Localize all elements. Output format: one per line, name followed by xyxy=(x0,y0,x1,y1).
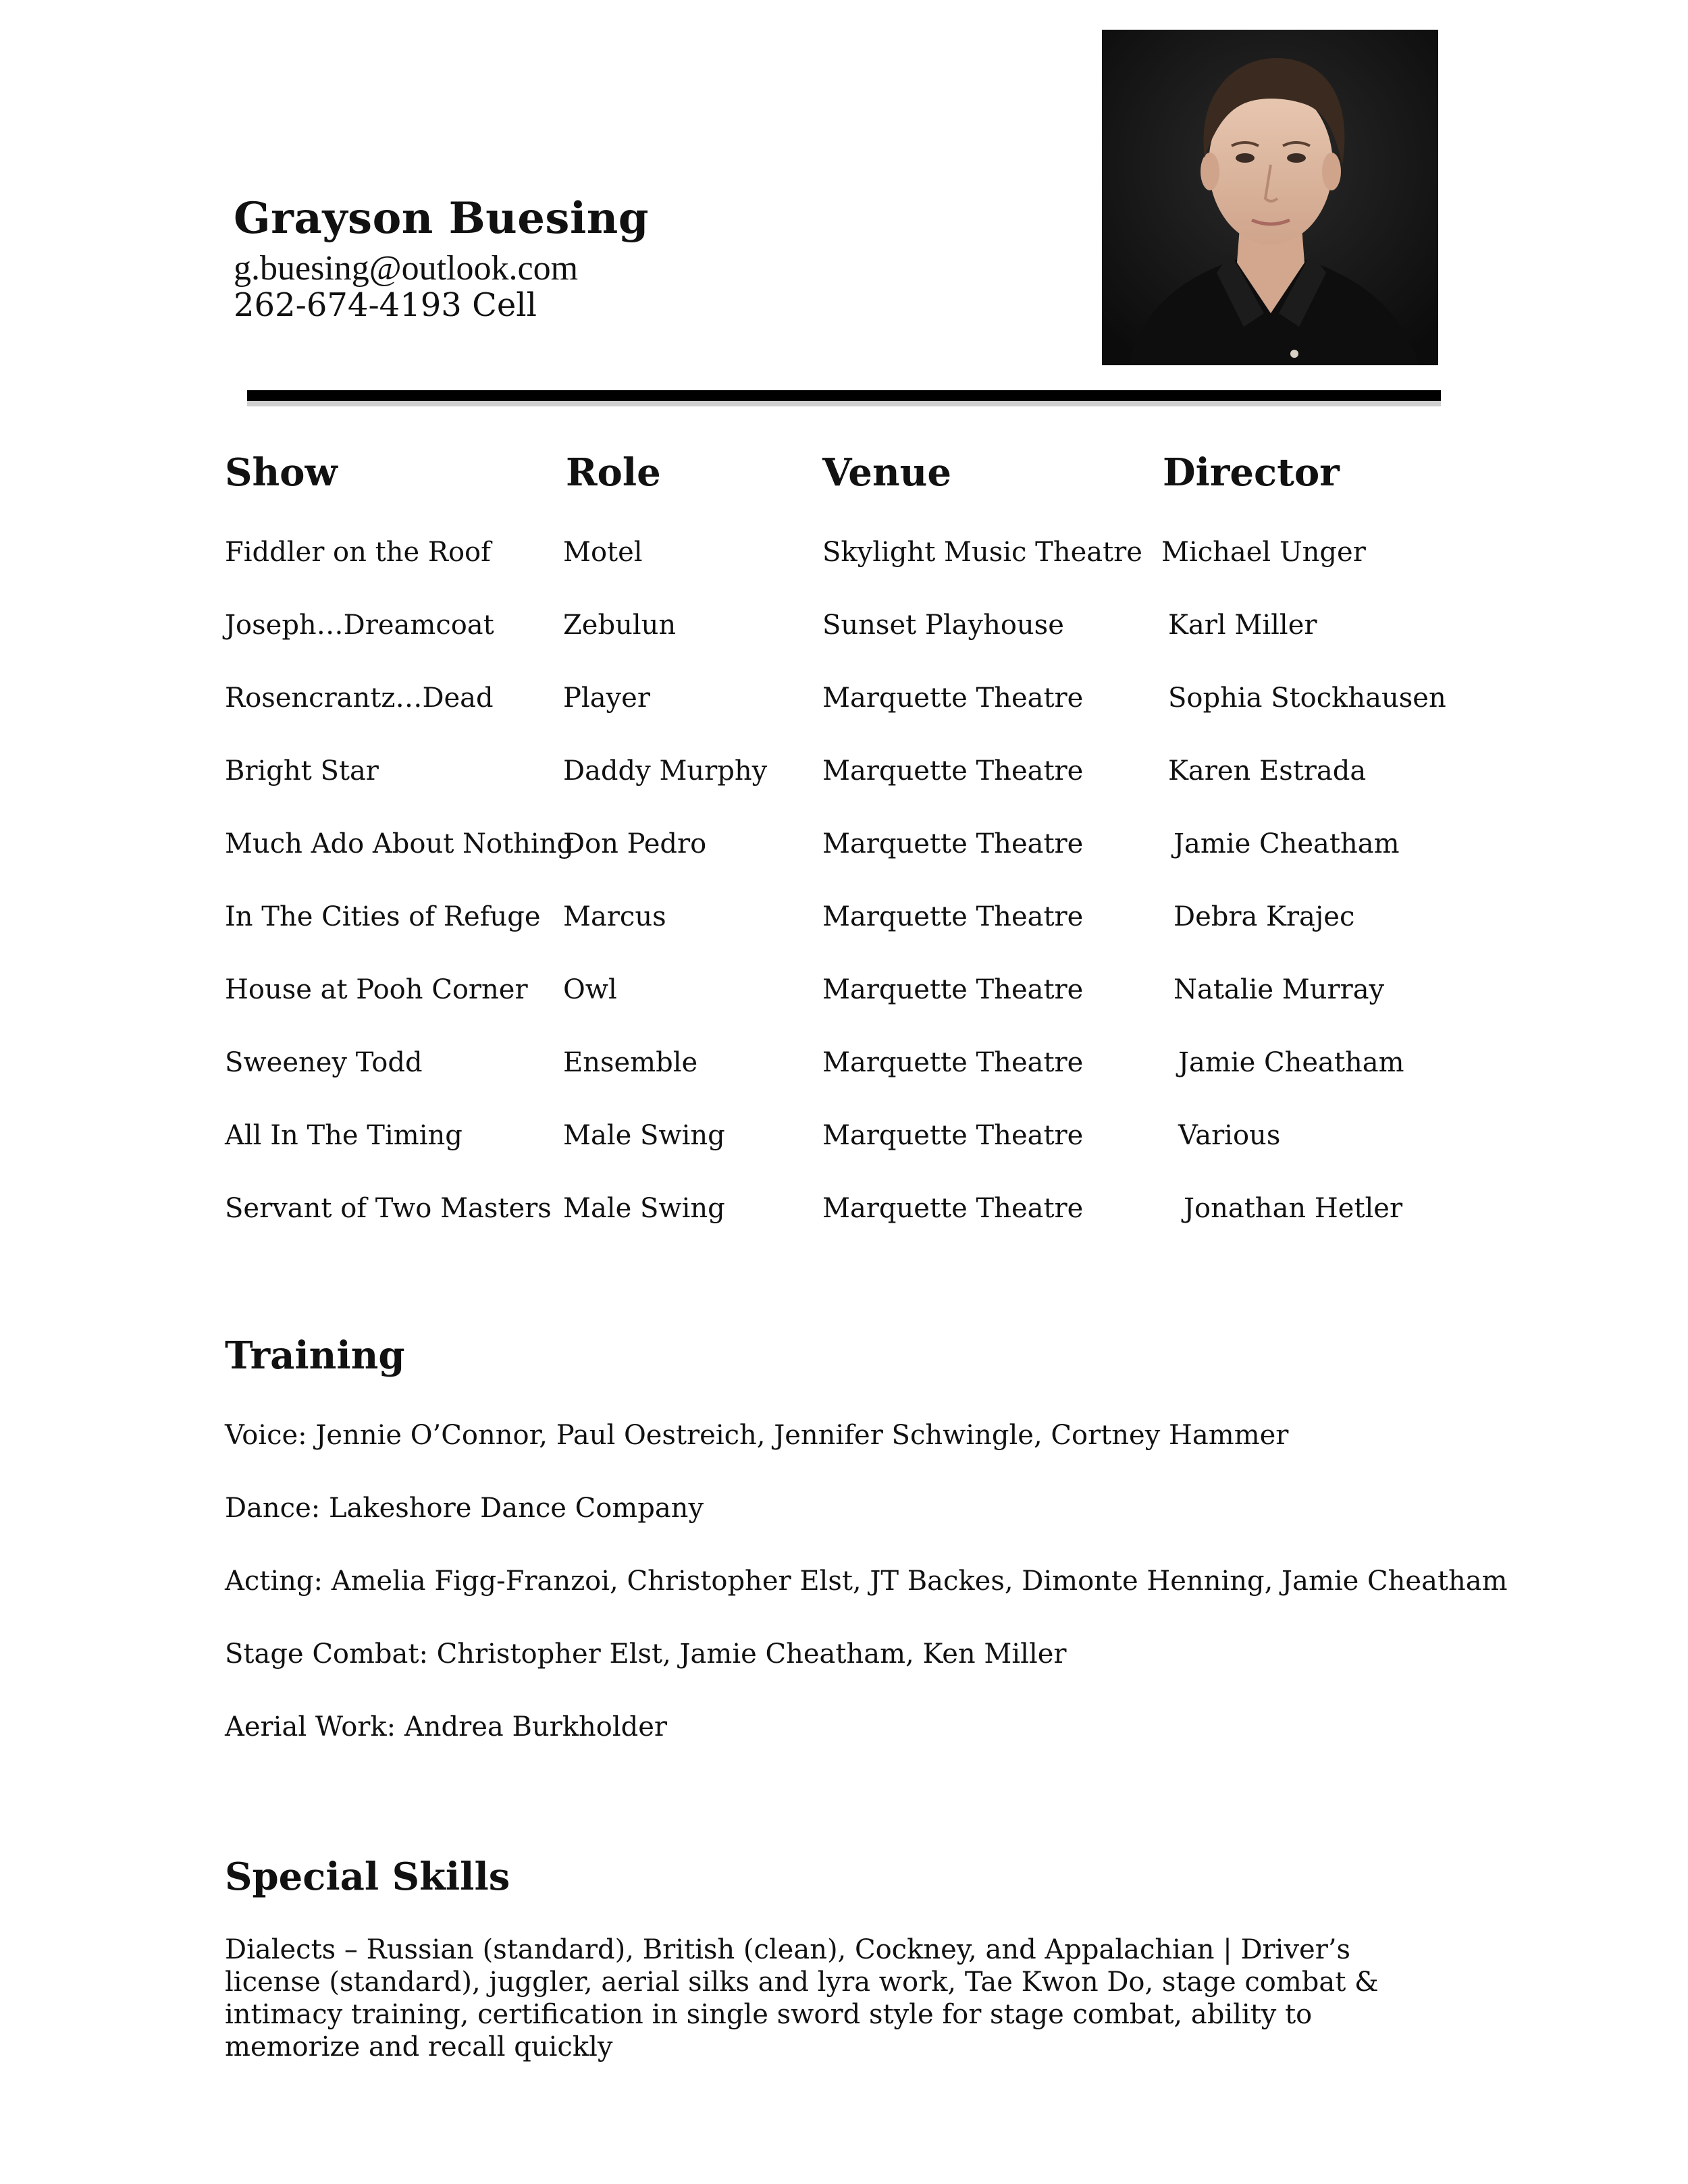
cell-show: Sweeney Todd xyxy=(225,1047,423,1078)
cell-role: Motel xyxy=(563,537,643,568)
column-header-director: Director xyxy=(1163,450,1340,495)
cell-director: Various xyxy=(1178,1120,1281,1151)
cell-role: Daddy Murphy xyxy=(563,755,768,787)
cell-venue: Marquette Theatre xyxy=(822,1120,1084,1151)
cell-director: Michael Unger xyxy=(1161,537,1366,568)
contact-email: g.buesing@outlook.com xyxy=(234,249,579,288)
training-acting: Acting: Amelia Figg-Franzoi, Christopher Elst, JT Backes, Dimonte Henning, Jamie Cheatham xyxy=(225,1566,1508,1597)
cell-venue: Sunset Playhouse xyxy=(822,610,1064,641)
cell-show: Joseph…Dreamcoat xyxy=(225,610,494,641)
cell-director: Karl Miller xyxy=(1168,610,1317,641)
training-aerial: Aerial Work: Andrea Burkholder xyxy=(225,1711,668,1742)
training-stage-combat: Stage Combat: Christopher Elst, Jamie Cheatham, Ken Miller xyxy=(225,1639,1067,1670)
cell-role: Marcus xyxy=(563,901,666,932)
cell-role: Don Pedro xyxy=(563,828,707,859)
column-header-role: Role xyxy=(566,450,661,495)
headshot-photo xyxy=(1102,30,1438,365)
cell-venue: Skylight Music Theatre xyxy=(822,537,1142,568)
cell-show: House at Pooh Corner xyxy=(225,974,528,1005)
cell-role: Ensemble xyxy=(563,1047,698,1078)
cell-director: Jonathan Hetler xyxy=(1184,1193,1403,1224)
cell-director: Jamie Cheatham xyxy=(1173,828,1400,859)
cell-role: Male Swing xyxy=(563,1193,725,1224)
cell-director: Karen Estrada xyxy=(1168,755,1367,787)
header-divider xyxy=(247,390,1441,401)
cell-role: Male Swing xyxy=(563,1120,725,1151)
cell-show: Rosencrantz…Dead xyxy=(225,683,494,714)
cell-role: Zebulun xyxy=(563,610,677,641)
cell-show: Much Ado About Nothing xyxy=(225,828,575,859)
column-header-show: Show xyxy=(225,450,338,495)
contact-phone: 262-674-4193 Cell xyxy=(234,286,537,324)
cell-venue: Marquette Theatre xyxy=(822,755,1084,787)
skills-heading: Special Skills xyxy=(225,1855,510,1899)
actor-name: Grayson Buesing xyxy=(234,193,650,244)
cell-show: All In The Timing xyxy=(225,1120,463,1151)
cell-role: Owl xyxy=(563,974,617,1005)
cell-venue: Marquette Theatre xyxy=(822,683,1084,714)
headshot-illustration xyxy=(1102,30,1438,365)
cell-role: Player xyxy=(563,683,650,714)
cell-show: In The Cities of Refuge xyxy=(225,901,541,932)
cell-show: Servant of Two Masters xyxy=(225,1193,552,1224)
cell-venue: Marquette Theatre xyxy=(822,1193,1084,1224)
cell-show: Fiddler on the Roof xyxy=(225,537,491,568)
cell-director: Sophia Stockhausen xyxy=(1168,683,1446,714)
training-heading: Training xyxy=(225,1333,405,1378)
cell-director: Natalie Murray xyxy=(1173,974,1385,1005)
cell-venue: Marquette Theatre xyxy=(822,828,1084,859)
column-header-venue: Venue xyxy=(822,450,951,495)
cell-venue: Marquette Theatre xyxy=(822,1047,1084,1078)
header-divider-shadow xyxy=(247,401,1441,406)
cell-venue: Marquette Theatre xyxy=(822,974,1084,1005)
training-dance: Dance: Lakeshore Dance Company xyxy=(225,1493,704,1524)
cell-show: Bright Star xyxy=(225,755,379,787)
cell-venue: Marquette Theatre xyxy=(822,901,1084,932)
training-voice: Voice: Jennie O’Connor, Paul Oestreich, Jennifer Schwingle, Cortney Hammer xyxy=(225,1420,1289,1451)
cell-director: Jamie Cheatham xyxy=(1178,1047,1404,1078)
skills-text: Dialects – Russian (standard), British (clean), Cockney, and Appalachian | Driver’s license (standard), juggler, aerial silks and lyra work, Tae Kwon Do, stage combat & intimacy training, certification in single sword style for stage combat, ability to memorize and recall quickly xyxy=(225,1934,1379,2062)
cell-director: Debra Krajec xyxy=(1173,901,1355,932)
